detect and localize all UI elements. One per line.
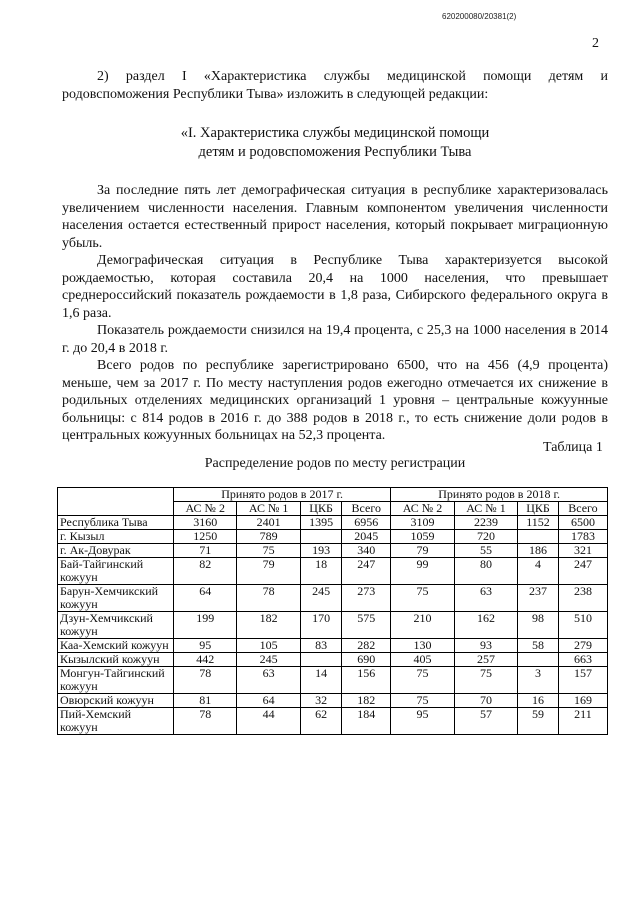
table-cell: 78	[237, 585, 300, 612]
row-region-name: Пий-Хемский кожуун	[58, 708, 174, 735]
table-cell: 64	[237, 694, 300, 708]
table-cell: 71	[174, 544, 237, 558]
table-cell: 1152	[518, 516, 559, 530]
table-body	[58, 516, 608, 735]
table-row	[58, 544, 608, 558]
table-cell: 2239	[454, 516, 517, 530]
table-cell: 199	[174, 612, 237, 639]
table-row	[58, 558, 608, 585]
table-cell: 186	[518, 544, 559, 558]
table-cell: 18	[300, 558, 341, 585]
table-cell: 2401	[237, 516, 300, 530]
table-cell: 130	[391, 639, 454, 653]
group-header-2018: Принято родов в 2018 г.	[391, 488, 608, 502]
table-cell: 405	[391, 653, 454, 667]
table-cell: 75	[391, 667, 454, 694]
section-title-line-2: детям и родовспоможения Республики Тыва	[198, 144, 472, 160]
table-cell: 75	[237, 544, 300, 558]
table-cell: 1783	[558, 530, 607, 544]
table-cell: 340	[342, 544, 391, 558]
section-title	[62, 124, 608, 162]
paragraph-births-total: Всего родов по республике зарегистрировано 6500, что на 456 (4,9 процента) меньше, чем за 2017 г. По месту наступления родов ежегодно отмечается их снижение в родильных отделениях медицинских организаций 1 уровня – центральные кожуунные больницы: с 814 родов в 2016 г. до 388 родов в 2018 г., то есть снижение доли родов в центральных кожуунных больницах на 52,3 процента.	[62, 358, 608, 443]
table-cell: 510	[558, 612, 607, 639]
row-region-name: Каа-Хемский кожуун	[58, 639, 174, 653]
table-cell: 14	[300, 667, 341, 694]
table-cell: 82	[174, 558, 237, 585]
row-region-name: Дзун-Хемчикский кожуун	[58, 612, 174, 639]
table-cell: 80	[454, 558, 517, 585]
table-cell: 157	[558, 667, 607, 694]
paragraph-birth-rate: Демографическая ситуация в Республике Тыва характеризуется высокой рождаемостью, которая составила 20,4 на 1000 населения, что превышает среднероссийский показатель рождаемости в 1,8 раза, Сибирского федерального округа в 1,6 раза.	[62, 253, 608, 321]
intro-paragraph: 2) раздел I «Характеристика службы медицинской помощи детям и родовспоможения Республики Тыва» изложить в следующей редакции:	[62, 69, 608, 102]
table-cell: 75	[391, 694, 454, 708]
table-group-header-row	[58, 488, 608, 502]
column-header: АС № 1	[237, 502, 300, 516]
births-distribution-table	[57, 487, 608, 735]
table-cell: 98	[518, 612, 559, 639]
paragraph-birth-rate-decline: Показатель рождаемости снизился на 19,4 процента, с 25,3 на 1000 населения в 2014 г. до 20,4 в 2018 г.	[62, 323, 608, 356]
table-cell	[300, 653, 341, 667]
paragraph-demography: За последние пять лет демографическая ситуация в республике характеризовалась увеличением численности населения. Главным компонентом увеличения численности населения остается естественный прирост населения, который покрывает миграционную убыль.	[62, 183, 608, 251]
table-row	[58, 694, 608, 708]
table-cell: 79	[391, 544, 454, 558]
body-text	[62, 182, 608, 445]
table-cell: 257	[454, 653, 517, 667]
table-cell: 211	[558, 708, 607, 735]
table-cell: 78	[174, 667, 237, 694]
section-title-line-1: «I. Характеристика службы медицинской помощи	[180, 125, 490, 141]
column-header: АС № 2	[391, 502, 454, 516]
table-row	[58, 516, 608, 530]
row-region-name: г. Кызыл	[58, 530, 174, 544]
row-region-name: Овюрский кожуун	[58, 694, 174, 708]
table-corner-cell	[58, 488, 174, 516]
table-cell: 273	[342, 585, 391, 612]
table-cell: 99	[391, 558, 454, 585]
table-cell: 169	[558, 694, 607, 708]
table-cell: 3	[518, 667, 559, 694]
table-cell: 95	[174, 639, 237, 653]
table-cell: 64	[174, 585, 237, 612]
table-cell: 44	[237, 708, 300, 735]
table-caption: Распределение родов по месту регистрации	[204, 456, 466, 471]
column-header: Всего	[558, 502, 607, 516]
table-cell: 3109	[391, 516, 454, 530]
table-cell: 4	[518, 558, 559, 585]
page-number: 2	[592, 36, 599, 51]
table-cell: 3160	[174, 516, 237, 530]
intro-block	[62, 68, 608, 103]
row-region-name: Кызылский кожуун	[58, 653, 174, 667]
table-cell: 182	[237, 612, 300, 639]
table-cell: 75	[391, 585, 454, 612]
table-cell: 321	[558, 544, 607, 558]
table-cell: 663	[558, 653, 607, 667]
table-cell: 182	[342, 694, 391, 708]
table-cell: 247	[342, 558, 391, 585]
table-cell: 2045	[342, 530, 391, 544]
table-cell: 442	[174, 653, 237, 667]
table-cell: 79	[237, 558, 300, 585]
table-row	[58, 667, 608, 694]
table-cell: 81	[174, 694, 237, 708]
table-cell: 32	[300, 694, 341, 708]
table-cell: 62	[300, 708, 341, 735]
column-header: Всего	[342, 502, 391, 516]
table-cell: 95	[391, 708, 454, 735]
table-cell: 193	[300, 544, 341, 558]
table-cell: 70	[454, 694, 517, 708]
table-cell: 6500	[558, 516, 607, 530]
table-cell: 245	[237, 653, 300, 667]
row-region-name: Бай-Тайгинский кожуун	[58, 558, 174, 585]
table-cell: 282	[342, 639, 391, 653]
column-header: АС № 2	[174, 502, 237, 516]
table-cell: 57	[454, 708, 517, 735]
table-cell: 55	[454, 544, 517, 558]
table-cell: 93	[454, 639, 517, 653]
table-cell: 75	[454, 667, 517, 694]
table-cell: 184	[342, 708, 391, 735]
table-cell: 6956	[342, 516, 391, 530]
table-cell	[518, 530, 559, 544]
table-cell: 720	[454, 530, 517, 544]
table-cell: 690	[342, 653, 391, 667]
table-cell	[518, 653, 559, 667]
table-cell: 575	[342, 612, 391, 639]
row-region-name: Барун-Хемчикский кожуун	[58, 585, 174, 612]
row-region-name: Монгун-Тайгинский кожуун	[58, 667, 174, 694]
table-cell: 279	[558, 639, 607, 653]
table-cell: 63	[237, 667, 300, 694]
table-row	[58, 639, 608, 653]
table-cell: 83	[300, 639, 341, 653]
column-header: АС № 1	[454, 502, 517, 516]
document-registration-number: 620200080/20381(2)	[442, 12, 517, 21]
table-label: Таблица 1	[543, 440, 603, 455]
table-cell: 789	[237, 530, 300, 544]
table-row	[58, 585, 608, 612]
table-cell	[300, 530, 341, 544]
table-cell: 247	[558, 558, 607, 585]
table-cell: 237	[518, 585, 559, 612]
table-cell: 59	[518, 708, 559, 735]
row-region-name: г. Ак-Довурак	[58, 544, 174, 558]
table-cell: 1250	[174, 530, 237, 544]
table-cell: 245	[300, 585, 341, 612]
table-row	[58, 708, 608, 735]
table-cell: 238	[558, 585, 607, 612]
table-cell: 1395	[300, 516, 341, 530]
table-row	[58, 653, 608, 667]
table-cell: 63	[454, 585, 517, 612]
table-cell: 162	[454, 612, 517, 639]
table-cell: 1059	[391, 530, 454, 544]
table-row	[58, 612, 608, 639]
table-cell: 105	[237, 639, 300, 653]
table-cell: 58	[518, 639, 559, 653]
column-header: ЦКБ	[518, 502, 559, 516]
table-cell: 210	[391, 612, 454, 639]
table-cell: 16	[518, 694, 559, 708]
table-cell: 170	[300, 612, 341, 639]
table-cell: 78	[174, 708, 237, 735]
group-header-2017: Принято родов в 2017 г.	[174, 488, 391, 502]
column-header: ЦКБ	[300, 502, 341, 516]
table-row	[58, 530, 608, 544]
table-cell: 156	[342, 667, 391, 694]
row-region-name: Республика Тыва	[58, 516, 174, 530]
